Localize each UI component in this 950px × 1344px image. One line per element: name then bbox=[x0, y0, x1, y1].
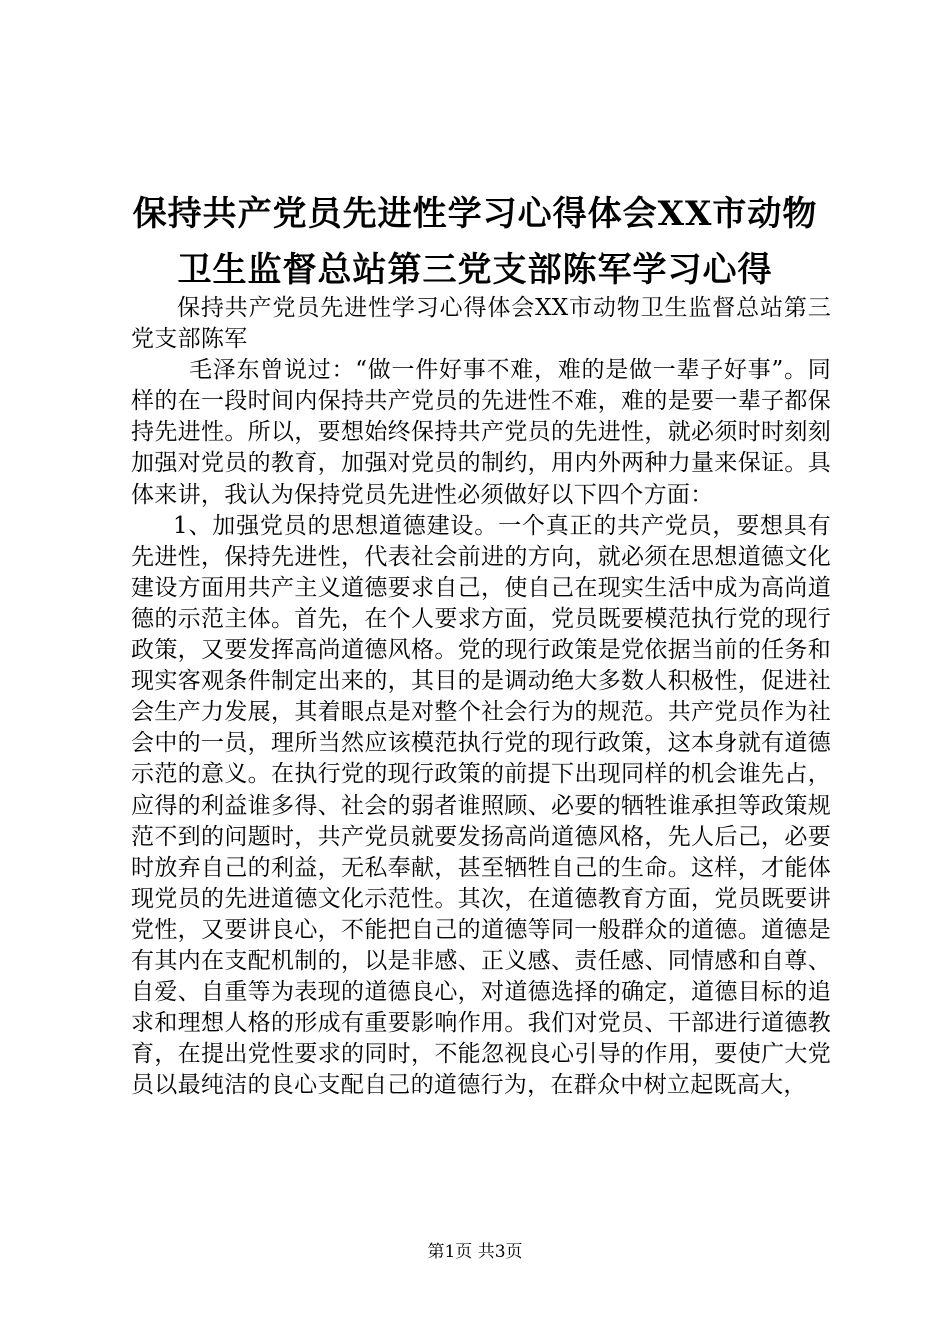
document-title-line-1: 保持共产党员先进性学习心得体会XX市动物 bbox=[132, 194, 818, 234]
paragraph-point-1: 1、加强党员的思想道德建设。一个真正的共产党员，要想具有先进性，保持先进性，代表社会前进的方向，就必须在思想道德文化建设方面用共产主义道德要求自己，使自己在现实生活中成为高尚道德的示范主体。首先，在个人要求方面，党员既要模范执行党的现行政策，又要发挥高尚道德风格。党的现行政策是党依据当前的任务和现实客观条件制定出来的，其目的是调动绝大多数人积极性，促进社会生产力发展，其着眼点是对整个社会行为的规范。共产党员作为社会中的一员，理所当然应该模范执行党的现行政策，这本身就有道德示范的意义。在执行党的现行政策的前提下出现同样的机会谁先占，应得的利益谁多得、社会的弱者谁照顾、必要的牺牲谁承担等政策规范不到的问题时，共产党员就要发扬高尚道德风格，先人后己，必要时放弃自己的利益，无私奉献，甚至牺牲自己的生命。这样，才能体现党员的先进道德文化示范性。其次，在道德教育方面，党员既要讲党性，又要讲良心，不能把自己的道德等同一般群众的道德。道德是有其内在支配机制的，以是非感、正义感、责任感、同情感和自尊、自爱、自重等为表现的道德良心，对道德选择的确定，道德目标的追求和理想人格的形成有重要影响作用。我们对党员、干部进行道德教育，在提出党性要求的同时，不能忽视良心引导的作用，要使广大党员以最纯洁的良心支配自己的道德行为，在群众中树立起既高大， bbox=[131, 512, 831, 1099]
paragraph-intro: 毛泽东曾说过：“做一件好事不难，难的是做一辈子好事”。同样的在一段时间内保持共产党员的先进性不难，难的是要一辈子都保持先进性。所以，要想始终保持共产党员的先进性，就必须时时刻刻加强对党员的教育，加强对党员的制约，用内外两种力量来保证。具体来讲，我认为保持党员先进性必须做好以下四个方面： bbox=[131, 357, 831, 508]
paragraph-subtitle: 保持共产党员先进性学习心得体会XX市动物卫生监督总站第三党支部陈军 bbox=[131, 295, 831, 353]
page-number-footer: 第1页 共3页 bbox=[427, 1242, 523, 1262]
document-title-line-2: 卫生监督总站第三党支部陈军学习心得 bbox=[177, 250, 773, 290]
document-body bbox=[131, 293, 831, 1101]
